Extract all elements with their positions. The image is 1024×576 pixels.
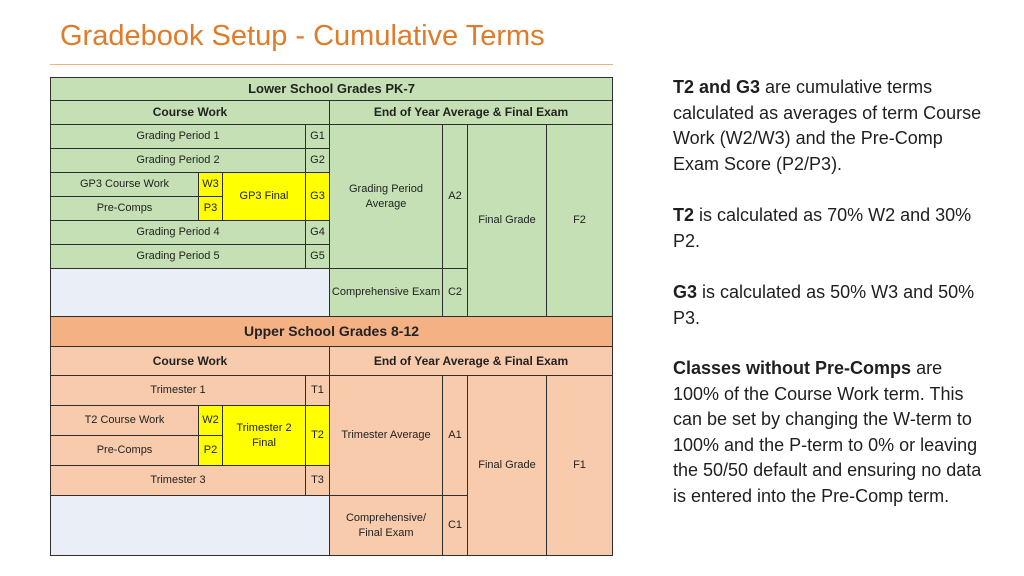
lower-eoy-header: End of Year Average & Final Exam xyxy=(329,100,613,125)
t1-label: Trimester 1 xyxy=(50,375,306,406)
t2-final-label: Trimester 2 Final xyxy=(222,405,306,466)
note-g3-calc-bold: G3 xyxy=(673,282,698,302)
upper-eoy-header: End of Year Average & Final Exam xyxy=(329,346,613,376)
lower-exam-code: C2 xyxy=(442,268,468,317)
t2-course-work-label: T2 Course Work xyxy=(50,405,199,436)
note-t2-calc xyxy=(673,203,993,254)
gp1-code: G1 xyxy=(305,124,330,149)
note-t2-calc-text: is calculated as 70% W2 and 30% P2. xyxy=(673,205,972,251)
gp3-course-work-label: GP3 Course Work xyxy=(50,172,199,197)
upper-final-grade-code: F1 xyxy=(546,375,613,556)
gp2-label: Grading Period 2 xyxy=(50,148,306,173)
t2-course-work-code: W2 xyxy=(198,405,223,436)
note-cumulative-terms xyxy=(673,75,993,177)
upper-exam-code: C1 xyxy=(442,495,468,556)
gp-average-code: A2 xyxy=(442,124,468,269)
gp2-code: G2 xyxy=(305,148,330,173)
trimester-average-code: A1 xyxy=(442,375,468,496)
lower-empty-cell xyxy=(50,268,330,317)
note-no-precomps xyxy=(673,356,993,509)
t3-label: Trimester 3 xyxy=(50,465,306,496)
upper-final-grade-label: Final Grade xyxy=(467,375,547,556)
lower-final-grade-code: F2 xyxy=(546,124,613,317)
gp1-label: Grading Period 1 xyxy=(50,124,306,149)
upper-exam-label: Comprehensive/ Final Exam xyxy=(329,495,443,556)
lower-course-work-header: Course Work xyxy=(50,100,330,125)
gp5-code: G5 xyxy=(305,244,330,269)
t2-final-code: T2 xyxy=(305,405,330,466)
gp3-precomps-label: Pre-Comps xyxy=(50,196,199,221)
gp-average-label: Grading Period Average xyxy=(329,124,443,269)
gp3-final-label: GP3 Final xyxy=(222,172,306,221)
gp4-label: Grading Period 4 xyxy=(50,220,306,245)
page-title: Gradebook Setup - Cumulative Terms xyxy=(60,20,545,52)
gp3-precomps-code: P3 xyxy=(198,196,223,221)
t1-code: T1 xyxy=(305,375,330,406)
upper-empty-cell xyxy=(50,495,330,556)
t2-precomps-code: P2 xyxy=(198,435,223,466)
upper-course-work-header: Course Work xyxy=(50,346,330,376)
title-divider xyxy=(50,64,613,65)
gp5-label: Grading Period 5 xyxy=(50,244,306,269)
note-no-precomps-text: are 100% of the Course Work term. This can be set by changing the W-term to 100% and the P-term to 0% or leaving the 50/50 default and ensuring no data is entered into the Pre-Comp term. xyxy=(673,358,982,506)
lower-exam-label: Comprehensive Exam xyxy=(329,268,443,317)
lower-final-grade-label: Final Grade xyxy=(467,124,547,317)
note-no-precomps-bold: Classes without Pre-Comps xyxy=(673,358,912,378)
lower-school-header: Lower School Grades PK-7 xyxy=(50,77,613,101)
note-cumulative-terms-bold: T2 and G3 xyxy=(673,77,761,97)
t2-precomps-label: Pre-Comps xyxy=(50,435,199,466)
note-g3-calc-text: is calculated as 50% W3 and 50% P3. xyxy=(673,282,975,328)
gp3-final-code: G3 xyxy=(305,172,330,221)
gp3-course-work-code: W3 xyxy=(198,172,223,197)
upper-school-header: Upper School Grades 8-12 xyxy=(50,316,613,347)
note-g3-calc xyxy=(673,280,993,331)
t3-code: T3 xyxy=(305,465,330,496)
note-t2-calc-bold: T2 xyxy=(673,205,695,225)
gp4-code: G4 xyxy=(305,220,330,245)
note-cumulative-terms-text: are cumulative terms calculated as averages of term Course Work (W2/W3) and the Pre-Comp Exam Score (P2/P3). xyxy=(673,77,982,174)
trimester-average-label: Trimester Average xyxy=(329,375,443,496)
